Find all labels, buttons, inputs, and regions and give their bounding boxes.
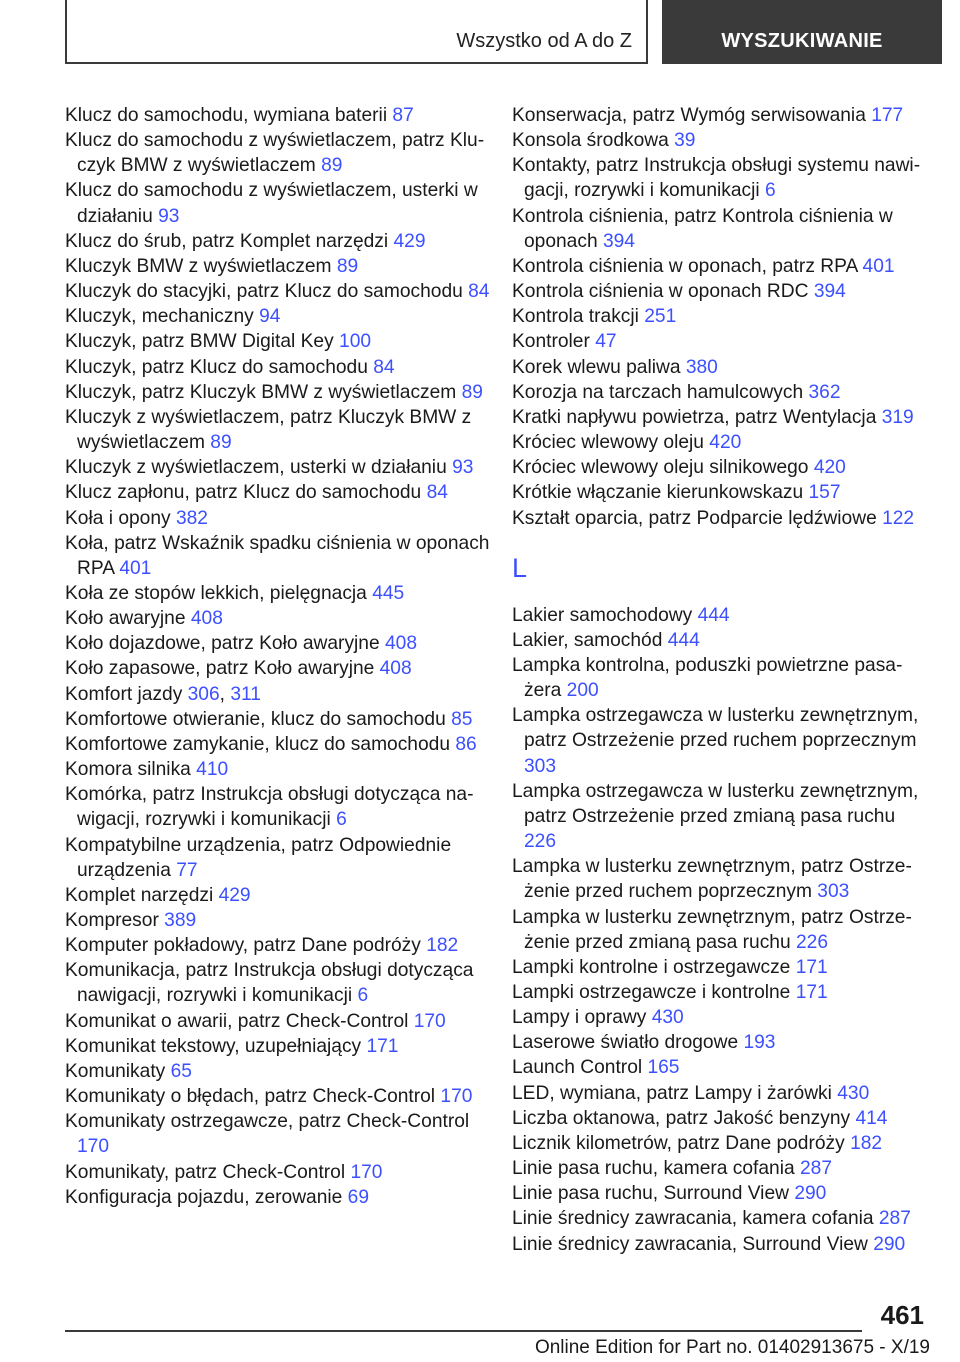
index-entry-term: Lampka ostrzegawcza w lusterku zewnętrznym, patrz Ostrzeżenie przed zmianą pasa ruchu (512, 780, 919, 827)
page-reference-link[interactable]: 85 (451, 708, 473, 730)
index-entry-term: Komórka, patrz Instrukcja obsługi dotycząca nawigacji, rozrywki i komunikacji (65, 784, 474, 831)
index-entry-term: Lampki ostrzegawcze i kontrolne (512, 982, 796, 1003)
index-entry (65, 908, 505, 933)
index-group-l (512, 603, 932, 1257)
index-entry-term: Krótkie włączanie kierunkowskazu (512, 482, 809, 504)
index-entry (65, 128, 505, 178)
index-entry-term: Kontroler (512, 331, 596, 353)
index-entry-term: Kontrola ciśnienia w oponach, patrz RPA (512, 255, 863, 277)
index-entry-term: Klucz do samochodu z wyświetlaczem, patrz Kluczyk BMW z wyświetlaczem (65, 130, 485, 177)
index-entry (512, 628, 932, 653)
index-entry (65, 455, 505, 480)
index-entry-term: Kluczyk, mechaniczny (65, 306, 260, 328)
index-entry (65, 279, 505, 304)
index-entry (65, 883, 505, 908)
index-entry (512, 905, 932, 955)
index-entry (65, 254, 505, 279)
index-entry (65, 1160, 505, 1185)
index-entry (512, 506, 932, 531)
index-entry (65, 531, 505, 581)
page-reference-link[interactable]: 362 (808, 381, 841, 403)
page-reference-link[interactable]: 429 (218, 884, 251, 906)
index-entry-term: Kontrola ciśnienia, patrz Kontrola ciśnienia w oponach (512, 205, 893, 252)
page-reference-link[interactable]: 6 (336, 809, 347, 831)
index-entry (65, 103, 505, 128)
index-entry-term: Kluczyk, patrz BMW Digital Key (65, 331, 340, 353)
page-reference-link[interactable]: 84 (373, 356, 395, 378)
index-entry (65, 707, 505, 732)
page-reference-link[interactable]: 87 (392, 105, 414, 126)
index-entry-term: Koło dojazdowe, patrz Koło awaryjne (65, 633, 385, 655)
index-entry (65, 631, 505, 656)
page-reference-link[interactable]: 430 (837, 1082, 870, 1104)
page-reference-link[interactable]: 165 (647, 1057, 680, 1079)
index-entry-term: Komfortowe zamykanie, klucz do samochodu (65, 733, 456, 755)
index-entry (65, 606, 505, 631)
index-entry-term: Lampka w lusterku zewnętrznym, patrz Ostrzeżenie przed ruchem poprzecznym (512, 856, 912, 903)
page-reference-link[interactable]: 401 (119, 557, 152, 579)
index-entry (65, 229, 505, 254)
index-entry-term: Linie średnicy zawracania, Surround View (512, 1233, 874, 1255)
page-reference-link[interactable]: 170 (413, 1010, 446, 1032)
page-reference-link[interactable]: 389 (164, 910, 197, 931)
index-entry (65, 329, 505, 354)
page-reference-link[interactable]: 39 (674, 130, 696, 152)
index-entry (512, 304, 932, 329)
index-entry-term: Komfortowe otwieranie, klucz do samochodu (65, 708, 452, 730)
index-entry-term: Króciec wlewowy oleju silnikowego (512, 457, 814, 479)
index-entry-term: Komunikaty ostrzegawcze, patrz Check-Control (65, 1111, 470, 1133)
index-entry (65, 304, 505, 329)
index-entry (512, 1106, 932, 1131)
page-reference-link[interactable]: 410 (196, 759, 229, 781)
index-entry (512, 128, 932, 153)
page-reference-link[interactable]: 408 (190, 608, 223, 630)
index-entry (65, 1059, 505, 1084)
index-entry (512, 1030, 932, 1055)
page-reference-link[interactable]: 287 (878, 1208, 911, 1230)
index-entry-term: Kluczyk, patrz Klucz do samochodu (65, 356, 374, 378)
index-entry-term: Lampka ostrzegawcza w lusterku zewnętrznym, patrz Ostrzeżenie przed ruchem poprzecznym (512, 705, 919, 752)
index-entry: Komfort jazdy 306, 311 (65, 683, 261, 705)
page-reference-link[interactable]: 89 (321, 155, 343, 177)
index-entry (512, 254, 932, 279)
index-entry-term: Konserwacja, patrz Wymóg serwisowania (512, 105, 872, 126)
page-reference-link[interactable]: 226 (524, 831, 557, 853)
index-entry (65, 178, 505, 228)
page-reference-link[interactable]: 290 (873, 1233, 906, 1255)
index-entry-term: Komora silnika (65, 759, 197, 781)
page-reference-link[interactable]: 430 (651, 1007, 684, 1029)
page-reference-link[interactable]: 6 (357, 985, 369, 1007)
index-entry (65, 1084, 505, 1109)
index-entry-term: Klucz do samochodu, wymiana baterii (65, 105, 393, 126)
index-entry-term: Lampki kontrolne i ostrzegawcze (512, 956, 796, 978)
footer-divider (65, 1330, 862, 1332)
page-reference-link[interactable]: 200 (566, 680, 599, 702)
index-entry (512, 779, 932, 854)
index-entry-term: Kluczyk z wyświetlaczem, patrz Kluczyk BMW z wyświetlaczem (65, 406, 472, 454)
index-entry (512, 854, 932, 904)
index-entry (512, 279, 932, 304)
index-entry-term: Kształt oparcia, patrz Podparcie lędźwiowe (512, 507, 883, 529)
index-entry (65, 933, 505, 958)
index-entry-term: Klucz do śrub, patrz Komplet narzędzi (65, 230, 394, 252)
index-entry (65, 1185, 505, 1210)
page-reference-link[interactable]: 182 (426, 935, 459, 957)
index-entry-term: Komunikaty (65, 1060, 171, 1082)
index-entry (512, 980, 932, 1005)
index-entry (65, 480, 505, 505)
page-reference-link[interactable]: 157 (808, 482, 841, 504)
index-entry (512, 480, 932, 505)
index-entry (65, 782, 505, 832)
index-entry-term: Kompatybilne urządzenia, patrz Odpowiednie urządzenia (65, 834, 452, 881)
index-entry (512, 380, 932, 405)
index-entry-term: Komunikat o awarii, patrz Check-Control (65, 1010, 414, 1032)
index-entry-term: Koła i opony (65, 507, 176, 529)
page-reference-link[interactable]: 122 (882, 507, 915, 529)
index-entry-term: Króciec wlewowy oleju (512, 432, 710, 454)
index-entry-term: Licznik kilometrów, patrz Dane podróży (512, 1132, 851, 1154)
index-entry-term: Kluczyk z wyświetlaczem, usterki w działaniu (65, 457, 453, 479)
index-entry (512, 1156, 932, 1181)
index-entry (65, 581, 505, 606)
page-reference-link[interactable]: 287 (799, 1158, 832, 1180)
index-entry (512, 405, 932, 430)
page-reference-link[interactable]: 394 (602, 230, 635, 252)
page-reference-link[interactable]: 193 (743, 1032, 776, 1054)
index-entry (512, 1081, 932, 1106)
search-tab-label: WYSZUKIWANIE (721, 30, 883, 52)
index-entry (65, 506, 505, 531)
index-entry-term: Lampy i oprawy (512, 1007, 652, 1029)
index-entry-term: Komunikaty, patrz Check-Control (65, 1161, 351, 1183)
index-entry (65, 355, 505, 380)
index-entry-term: Komunikaty o błędach, patrz Check-Control (65, 1086, 441, 1108)
page-reference-link[interactable]: 65 (170, 1060, 192, 1082)
page-reference-link[interactable]: 226 (795, 931, 828, 953)
index-entry-term: Lampka kontrolna, poduszki powietrzne pasażera (512, 654, 903, 702)
index-entry (65, 833, 505, 883)
index-entry-term: Koło zapasowe, patrz Koło awaryjne (65, 658, 380, 680)
page-reference-link[interactable]: 408 (379, 658, 412, 680)
index-entry-term: Kontakty, patrz Instrukcja obsługi systemu nawigacji, rozrywki i komunikacji (512, 155, 921, 202)
page-reference-link[interactable]: 429 (393, 230, 426, 252)
index-entry (512, 329, 932, 354)
index-entry (65, 380, 505, 405)
index-entry-term: Komfort jazdy (65, 683, 188, 705)
index-entry-term: Kontrola ciśnienia w oponach RDC (512, 281, 814, 303)
footer-edition: Online Edition for Part no. 01402913675 - X/19 (534, 1337, 930, 1358)
page-reference-link[interactable]: 171 (795, 956, 828, 978)
index-column-left (65, 103, 505, 1210)
index-entry-term: Konsola środkowa (512, 130, 675, 152)
index-entry-term: Linie pasa ruchu, kamera cofania (512, 1158, 800, 1180)
index-entry (512, 1232, 932, 1257)
page-reference-link[interactable]: 303 (817, 881, 850, 903)
page-reference-link[interactable]: 89 (210, 432, 232, 454)
page-reference-link[interactable]: 6 (764, 180, 776, 202)
index-entry-term: Lakier samochodowy (512, 604, 698, 626)
page-reference-link[interactable]: 89 (461, 381, 483, 403)
page-reference-link[interactable]: 171 (366, 1035, 399, 1057)
index-entry (65, 958, 505, 1008)
index-entry-term: Kompresor (65, 910, 165, 931)
index-entry (65, 732, 505, 757)
index-entry (512, 153, 932, 203)
index-entry-term: Kluczyk BMW z wyświetlaczem (65, 255, 337, 277)
page-reference-link[interactable]: 84 (468, 281, 490, 303)
index-entry (512, 103, 932, 128)
header-section-tab[interactable] (65, 0, 648, 64)
index-entry-term: Klucz do samochodu z wyświetlaczem, usterki w działaniu (65, 180, 478, 227)
page-reference-link[interactable]: 177 (871, 105, 904, 126)
index-entry-term: Lampka w lusterku zewnętrznym, patrz Ostrzeżenie przed zmianą pasa ruchu (512, 906, 912, 953)
index-entry (65, 1034, 505, 1059)
index-entry (65, 405, 505, 455)
page-reference-link[interactable]: 84 (426, 482, 448, 504)
page-reference-link[interactable]: 420 (813, 457, 846, 479)
page-reference-link[interactable]: 86 (455, 733, 477, 755)
index-entry-term: Lakier, samochód (512, 629, 668, 651)
page-reference-link[interactable]: 306 (187, 683, 220, 705)
page-reference-link[interactable]: 77 (176, 859, 198, 881)
index-entry-term: Koła ze stopów lekkich, pielęgnacja (65, 582, 373, 604)
index-entry-term: Kratki napływu powietrza, patrz Wentylacja (512, 406, 882, 428)
page-reference-link[interactable]: 170 (77, 1136, 110, 1158)
page-reference-link[interactable]: 311 (230, 683, 261, 705)
index-entry-term: Komputer pokładowy, patrz Dane podróży (65, 935, 427, 957)
page-reference-link[interactable]: 445 (372, 582, 405, 604)
index-entry (512, 455, 932, 480)
page-number: 461 (880, 1300, 924, 1330)
index-entry-term: Laserowe światło drogowe (512, 1032, 744, 1054)
page-reference-link[interactable]: 394 (813, 281, 846, 303)
index-entry-term: Linie średnicy zawracania, kamera cofania (512, 1208, 879, 1230)
index-entry-term: Linie pasa ruchu, Surround View (512, 1183, 795, 1205)
index-entry (512, 653, 932, 703)
page-reference-link[interactable]: 170 (350, 1161, 383, 1183)
index-entry (512, 955, 932, 980)
page-reference-link[interactable]: 290 (794, 1183, 827, 1205)
index-entry-term: LED, wymiana, patrz Lampy i żarówki (512, 1082, 838, 1104)
section-title: Wszystko od A do Z (456, 30, 632, 52)
page-reference-link[interactable]: 414 (855, 1107, 888, 1129)
page-reference-link[interactable]: 444 (667, 629, 700, 651)
index-entry-term: Korozja na tarczach hamulcowych (512, 381, 809, 403)
index-column-right (512, 103, 932, 1257)
index-entry (65, 757, 505, 782)
index-entry (65, 1109, 505, 1159)
page-reference-link[interactable]: 303 (524, 755, 557, 777)
index-entry (512, 1005, 932, 1030)
page-reference-link[interactable]: 93 (158, 205, 180, 227)
page-reference-link[interactable]: 444 (697, 604, 730, 626)
index-entry-term: Koło awaryjne (65, 608, 191, 630)
page-reference-link[interactable]: 380 (685, 356, 718, 378)
page-reference-link[interactable]: 382 (175, 507, 208, 529)
page-reference-link[interactable]: 171 (795, 982, 828, 1003)
page-reference-link[interactable]: 251 (644, 306, 677, 328)
index-entry (65, 1009, 505, 1034)
index-entry (512, 430, 932, 455)
index-entry-term: Klucz zapłonu, patrz Klucz do samochodu (65, 482, 427, 504)
page-reference-link[interactable]: 93 (452, 457, 474, 479)
index-entry-term: Koła, patrz Wskaźnik spadku ciśnienia w oponach RPA (65, 532, 490, 579)
index-entry (512, 1055, 932, 1080)
page-reference-link[interactable]: 408 (384, 633, 417, 655)
page-reference-link[interactable]: 401 (862, 255, 895, 277)
index-entry (512, 1131, 932, 1156)
index-entry (512, 603, 932, 628)
index-entry-term: Kluczyk do stacyjki, patrz Klucz do samochodu (65, 281, 469, 303)
page-reference-link[interactable]: 319 (881, 406, 914, 428)
page-reference-link[interactable]: 420 (709, 432, 742, 454)
index-entry (512, 355, 932, 380)
page-reference-link[interactable]: 94 (259, 306, 281, 328)
page-reference-link[interactable]: 100 (339, 331, 372, 353)
search-tab[interactable] (662, 0, 942, 64)
index-entry-term: Komplet narzędzi (65, 884, 219, 906)
page-reference-link[interactable]: 69 (347, 1186, 370, 1208)
index-entry-term: Kluczyk, patrz Kluczyk BMW z wyświetlaczem (65, 381, 462, 403)
index-entry (512, 1206, 932, 1231)
index-entry-term: Konfiguracja pojazdu, zerowanie (65, 1186, 348, 1208)
index-entry (512, 703, 932, 778)
page-reference-link[interactable]: 170 (440, 1086, 473, 1108)
index-entry-term: Komunikat tekstowy, uzupełniający (65, 1035, 367, 1057)
page-reference-link[interactable]: 47 (595, 331, 617, 353)
index-entry-term: Liczba oktanowa, patrz Jakość benzyny (512, 1107, 856, 1129)
index-entry (512, 204, 932, 254)
index-entry (512, 1181, 932, 1206)
index-letter-heading: L (512, 552, 528, 583)
index-entry (65, 656, 505, 681)
index-entry-term: Launch Control (512, 1057, 648, 1079)
page-reference-link[interactable]: 89 (336, 255, 359, 277)
index-group-k (512, 103, 932, 531)
index-entry-term: Korek wlewu paliwa (512, 356, 686, 378)
page-reference-link[interactable]: 182 (850, 1132, 883, 1154)
index-entry-term: Komunikacja, patrz Instrukcja obsługi dotycząca nawigacji, rozrywki i komunikacji (65, 960, 474, 1007)
index-entry-term: Kontrola trakcji (512, 306, 645, 328)
